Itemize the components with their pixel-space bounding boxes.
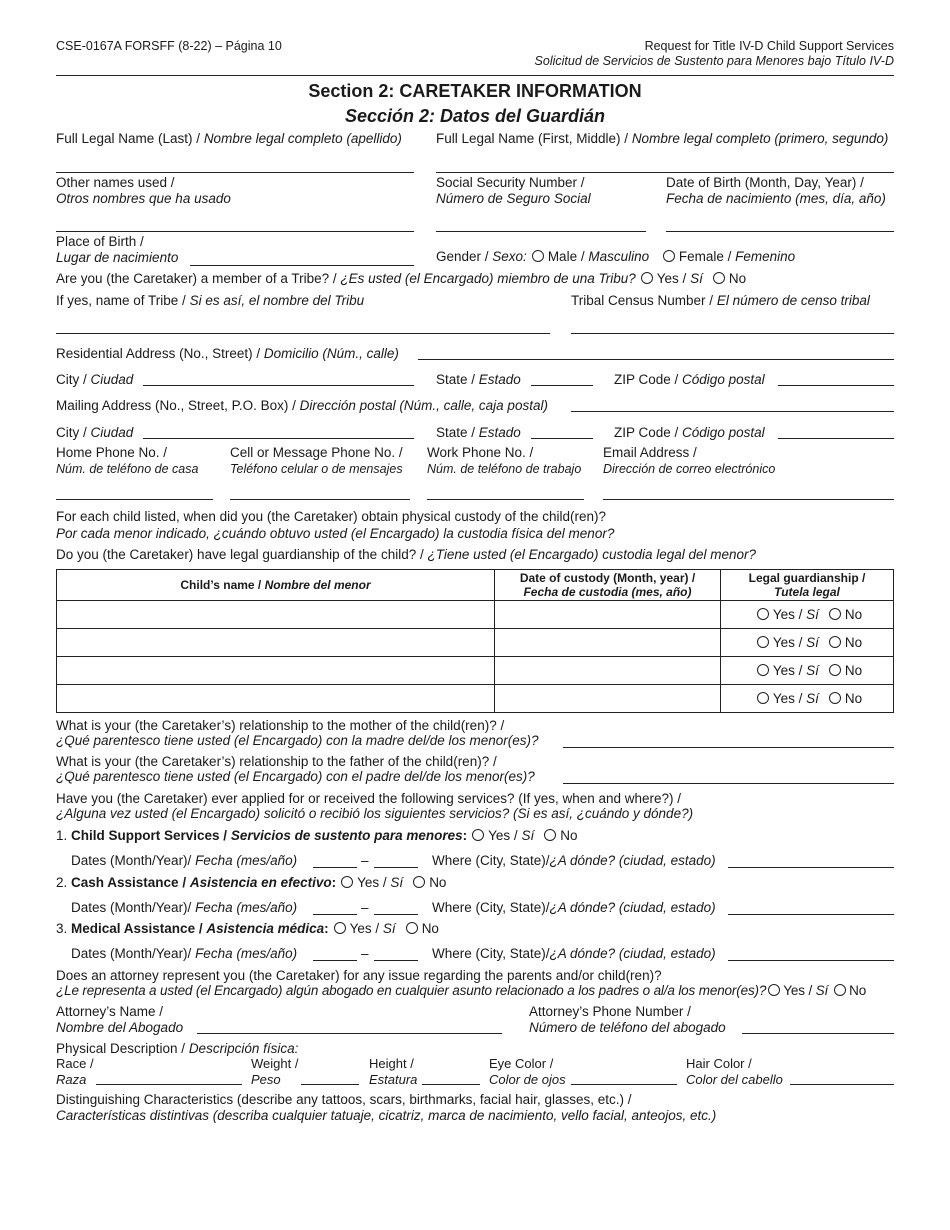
service-3-date-from[interactable] bbox=[313, 960, 357, 961]
table-row bbox=[57, 685, 894, 713]
service-3-yes-radio[interactable] bbox=[334, 922, 346, 934]
guardianship-cell: Yes / Sí No bbox=[721, 601, 894, 629]
table-row bbox=[57, 629, 894, 657]
res-zip-label: ZIP Code / Código postal bbox=[614, 372, 765, 387]
service-1-where-field[interactable] bbox=[728, 867, 894, 868]
father-rel-field[interactable] bbox=[563, 783, 894, 784]
mail-state-label: State / Estado bbox=[436, 425, 521, 440]
custody-question-en: For each child listed, when did you (the Caretaker) obtain physical custody of the child(ren)? bbox=[56, 509, 607, 524]
ssn-label: Social Security Number / Número de Seguro Social bbox=[436, 175, 591, 206]
guardian-no-radio[interactable] bbox=[829, 664, 841, 676]
home-phone-field[interactable] bbox=[56, 499, 213, 500]
guardian-yes-radio[interactable] bbox=[757, 608, 769, 620]
work-phone-label: Work Phone No. / bbox=[427, 445, 534, 460]
table-row bbox=[57, 657, 894, 685]
tribal-census-label: Tribal Census Number / El número de censo tribal bbox=[571, 293, 870, 308]
other-names-field[interactable] bbox=[56, 231, 414, 232]
mail-city-label: City / Ciudad bbox=[56, 425, 134, 440]
guardian-yes-radio[interactable] bbox=[757, 664, 769, 676]
res-state-field[interactable] bbox=[531, 385, 593, 386]
mail-address-field[interactable] bbox=[571, 411, 894, 412]
service-1-dates-label: Dates (Month/Year)/ Fecha (mes/año) bbox=[71, 853, 298, 868]
weight-label: Weight / Peso bbox=[251, 1056, 299, 1087]
section-title-es: Sección 2: Datos del Guardián bbox=[344, 106, 606, 126]
attorney-phone-label: Attorney’s Phone Number / Número de teléfono del abogado bbox=[529, 1004, 726, 1035]
service-3-where-field[interactable] bbox=[728, 960, 894, 961]
male-radio[interactable] bbox=[532, 250, 544, 262]
service-1-date-to[interactable] bbox=[374, 867, 418, 868]
tribal-census-field[interactable] bbox=[571, 333, 894, 334]
dob-label: Date of Birth (Month, Day, Year) / Fecha de nacimiento (mes, día, año) bbox=[666, 175, 886, 206]
service-3-no-radio[interactable] bbox=[406, 922, 418, 934]
mail-zip-label: ZIP Code / Código postal bbox=[614, 425, 765, 440]
guardian-no-radio[interactable] bbox=[829, 608, 841, 620]
service-1: 1. Child Support Services / Servicios de sustento para menores: Yes / Sí No bbox=[56, 828, 578, 843]
res-city-field[interactable] bbox=[143, 385, 414, 386]
attorney-name-label: Attorney’s Name / Nombre del Abogado bbox=[56, 1004, 184, 1035]
pob-label: Place of Birth / Lugar de nacimiento bbox=[56, 234, 179, 265]
service-2-no-radio[interactable] bbox=[413, 876, 425, 888]
table-row bbox=[57, 601, 894, 629]
service-3-dates-label: Dates (Month/Year)/ Fecha (mes/año) bbox=[71, 946, 298, 961]
father-rel-en: What is your (the Caretaker’s) relationship to the father of the child(ren)? / bbox=[56, 754, 497, 769]
cell-phone-label-es: Teléfono celular o de mensajes bbox=[230, 462, 403, 476]
service-1-dash: – bbox=[361, 853, 369, 868]
mother-rel-es: ¿Qué parentesco tiene usted (el Encargado) con la madre del/de los menor(es)? bbox=[56, 733, 539, 748]
res-city-label: City / Ciudad bbox=[56, 372, 134, 387]
hair-color-field[interactable] bbox=[790, 1084, 894, 1085]
form-id: CSE-0167A FORSFF (8-22) – Página 10 bbox=[56, 39, 282, 53]
guardian-question: Do you (the Caretaker) have legal guardianship of the child? / ¿Tiene usted (el Encargado) custodia legal del menor? bbox=[56, 547, 757, 562]
guardian-yes-radio[interactable] bbox=[757, 692, 769, 704]
service-1-where-label: Where (City, State)/¿A dónde? (ciudad, estado) bbox=[432, 853, 716, 868]
mail-city-field[interactable] bbox=[143, 438, 414, 439]
mail-state-field[interactable] bbox=[531, 438, 593, 439]
guardian-no-radio[interactable] bbox=[829, 636, 841, 648]
header-title-en: Request for Title IV-D Child Support Services bbox=[644, 39, 894, 53]
work-phone-field[interactable] bbox=[427, 499, 584, 500]
res-zip-field[interactable] bbox=[778, 385, 894, 386]
last-name-label: Full Legal Name (Last) / Nombre legal completo (apellido) bbox=[56, 131, 402, 146]
mail-address-label: Mailing Address (No., Street, P.O. Box) / Dirección postal (Núm., calle, caja postal) bbox=[56, 398, 548, 413]
female-radio[interactable] bbox=[663, 250, 675, 262]
email-label: Email Address / bbox=[603, 445, 697, 460]
header-divider bbox=[56, 75, 894, 76]
service-1-yes-radio[interactable] bbox=[472, 829, 484, 841]
distinguishing-en: Distinguishing Characteristics (describe any tattoos, scars, birthmarks, facial hair, glasses, etc.) / bbox=[56, 1092, 632, 1107]
section-title-en: Section 2: CARETAKER INFORMATION bbox=[308, 81, 642, 101]
col-custody-date: Date of custody (Month, year) / Fecha de custodia (mes, año) bbox=[495, 570, 721, 601]
height-label: Height / Estatura bbox=[369, 1056, 418, 1087]
res-address-field[interactable] bbox=[418, 359, 894, 360]
attorney-phone-field[interactable] bbox=[742, 1033, 894, 1034]
work-phone-label-es: Núm. de teléfono de trabajo bbox=[427, 462, 582, 476]
res-state-label: State / Estado bbox=[436, 372, 521, 387]
service-3-dash: – bbox=[361, 946, 369, 961]
col-child-name: Child’s name / Nombre del menor bbox=[57, 570, 495, 601]
service-1-no-radio[interactable] bbox=[544, 829, 556, 841]
service-3-where-label: Where (City, State)/¿A dónde? (ciudad, estado) bbox=[432, 946, 716, 961]
child-name-cell[interactable] bbox=[57, 657, 495, 685]
child-name-cell[interactable] bbox=[57, 629, 495, 657]
guardianship-cell: Yes / Sí No bbox=[721, 657, 894, 685]
home-phone-label-es: Núm. de teléfono de casa bbox=[56, 462, 199, 476]
service-3: 3. Medical Assistance / Asistencia médica: Yes / Sí No bbox=[56, 921, 439, 936]
last-name-field[interactable] bbox=[56, 172, 414, 173]
attorney-no-radio[interactable] bbox=[834, 984, 846, 996]
cell-phone-field[interactable] bbox=[230, 499, 410, 500]
physical-desc-label: Physical Description / Descripción física: bbox=[56, 1041, 299, 1056]
res-address-label: Residential Address (No., Street) / Domicilio (Núm., calle) bbox=[56, 346, 399, 361]
services-question-en: Have you (the Caretaker) ever applied for or received the following services? (If yes, when and where?) / bbox=[56, 791, 682, 806]
service-2-date-to[interactable] bbox=[374, 914, 418, 915]
custody-date-cell[interactable] bbox=[495, 657, 721, 685]
distinguishing-es: Características distintivas (describa cualquier tatuaje, cicatriz, marca de nacimiento, vello facial, anteojos, etc.) bbox=[56, 1108, 717, 1123]
mother-rel-field[interactable] bbox=[563, 747, 894, 748]
father-rel-es: ¿Qué parentesco tiene usted (el Encargado) con el padre del/de los menor(es)? bbox=[56, 769, 535, 784]
weight-field[interactable] bbox=[301, 1084, 359, 1085]
guardianship-cell: Yes / Sí No bbox=[721, 685, 894, 713]
attorney-question-en: Does an attorney represent you (the Caretaker) for any issue regarding the parents and/or child(ren)? bbox=[56, 968, 662, 983]
tribe-question: Are you (the Caretaker) a member of a Tribe? / ¿Es usted (el Encargado) miembro de una Tribu? Yes / Sí No bbox=[56, 271, 747, 286]
services-question-es: ¿Alguna vez usted (el Encargado) solicitó o recibió los siguientes servicios? (Si es así, ¿cuándo y dónde?) bbox=[56, 806, 694, 821]
first-name-field[interactable] bbox=[436, 172, 894, 173]
attorney-question-es: ¿Le representa a usted (el Encargado) algún abogado en cualquier asunto relacionado a los padres o al/a los menor(es)? Yes / Sí No bbox=[56, 983, 867, 998]
eye-color-label: Eye Color / Color de ojos bbox=[489, 1056, 566, 1087]
tribe-name-field[interactable] bbox=[56, 333, 550, 334]
service-2-where-label: Where (City, State)/¿A dónde? (ciudad, estado) bbox=[432, 900, 716, 915]
race-field[interactable] bbox=[96, 1084, 242, 1085]
home-phone-label: Home Phone No. / bbox=[56, 445, 168, 460]
attorney-yes-radio[interactable] bbox=[768, 984, 780, 996]
child-name-cell[interactable] bbox=[57, 685, 495, 713]
ssn-field[interactable] bbox=[436, 231, 646, 232]
race-label: Race / Raza bbox=[56, 1056, 94, 1087]
tribe-no-radio[interactable] bbox=[713, 272, 725, 284]
col-legal-guardianship: Legal guardianship / Tutela legal bbox=[721, 570, 894, 601]
children-table bbox=[56, 569, 894, 713]
service-1-date-from[interactable] bbox=[313, 867, 357, 868]
mother-rel-en: What is your (the Caretaker’s) relationship to the mother of the child(ren)? / bbox=[56, 718, 505, 733]
height-field[interactable] bbox=[422, 1084, 480, 1085]
service-2-dates-label: Dates (Month/Year)/ Fecha (mes/año) bbox=[71, 900, 298, 915]
guardianship-cell: Yes / Sí No bbox=[721, 629, 894, 657]
tribe-name-label: If yes, name of Tribe / Si es así, el nombre del Tribu bbox=[56, 293, 365, 308]
service-2: 2. Cash Assistance / Asistencia en efectivo: Yes / Sí No bbox=[56, 875, 447, 890]
table-header-row bbox=[57, 570, 894, 601]
service-2-where-field[interactable] bbox=[728, 914, 894, 915]
child-name-cell[interactable] bbox=[57, 601, 495, 629]
pob-field[interactable] bbox=[190, 265, 414, 266]
custody-date-cell[interactable] bbox=[495, 629, 721, 657]
attorney-name-field[interactable] bbox=[197, 1033, 502, 1034]
gender-group: Gender / Sexo: Male / Masculino Female / Femenino bbox=[436, 249, 796, 264]
other-names-label: Other names used / Otros nombres que ha usado bbox=[56, 175, 231, 206]
guardian-yes-radio[interactable] bbox=[757, 636, 769, 648]
tribe-yes-radio[interactable] bbox=[641, 272, 653, 284]
email-field[interactable] bbox=[603, 499, 894, 500]
hair-color-label: Hair Color / Color del cabello bbox=[686, 1056, 783, 1087]
mail-zip-field[interactable] bbox=[778, 438, 894, 439]
service-2-yes-radio[interactable] bbox=[341, 876, 353, 888]
service-2-date-from[interactable] bbox=[313, 914, 357, 915]
cell-phone-label: Cell or Message Phone No. / bbox=[230, 445, 403, 460]
custody-date-cell[interactable] bbox=[495, 685, 721, 713]
eye-color-field[interactable] bbox=[571, 1084, 677, 1085]
guardian-no-radio[interactable] bbox=[829, 692, 841, 704]
custody-question-es: Por cada menor indicado, ¿cuándo obtuvo usted (el Encargado) la custodia física del menor? bbox=[56, 526, 615, 541]
first-name-label: Full Legal Name (First, Middle) / Nombre legal completo (primero, segundo) bbox=[436, 131, 889, 146]
header-title-es: Solicitud de Servicios de Sustento para Menores bajo Título IV-D bbox=[534, 54, 894, 68]
service-2-dash: – bbox=[361, 900, 369, 915]
service-3-date-to[interactable] bbox=[374, 960, 418, 961]
dob-field[interactable] bbox=[666, 231, 894, 232]
custody-date-cell[interactable] bbox=[495, 601, 721, 629]
email-label-es: Dirección de correo electrónico bbox=[603, 462, 776, 476]
